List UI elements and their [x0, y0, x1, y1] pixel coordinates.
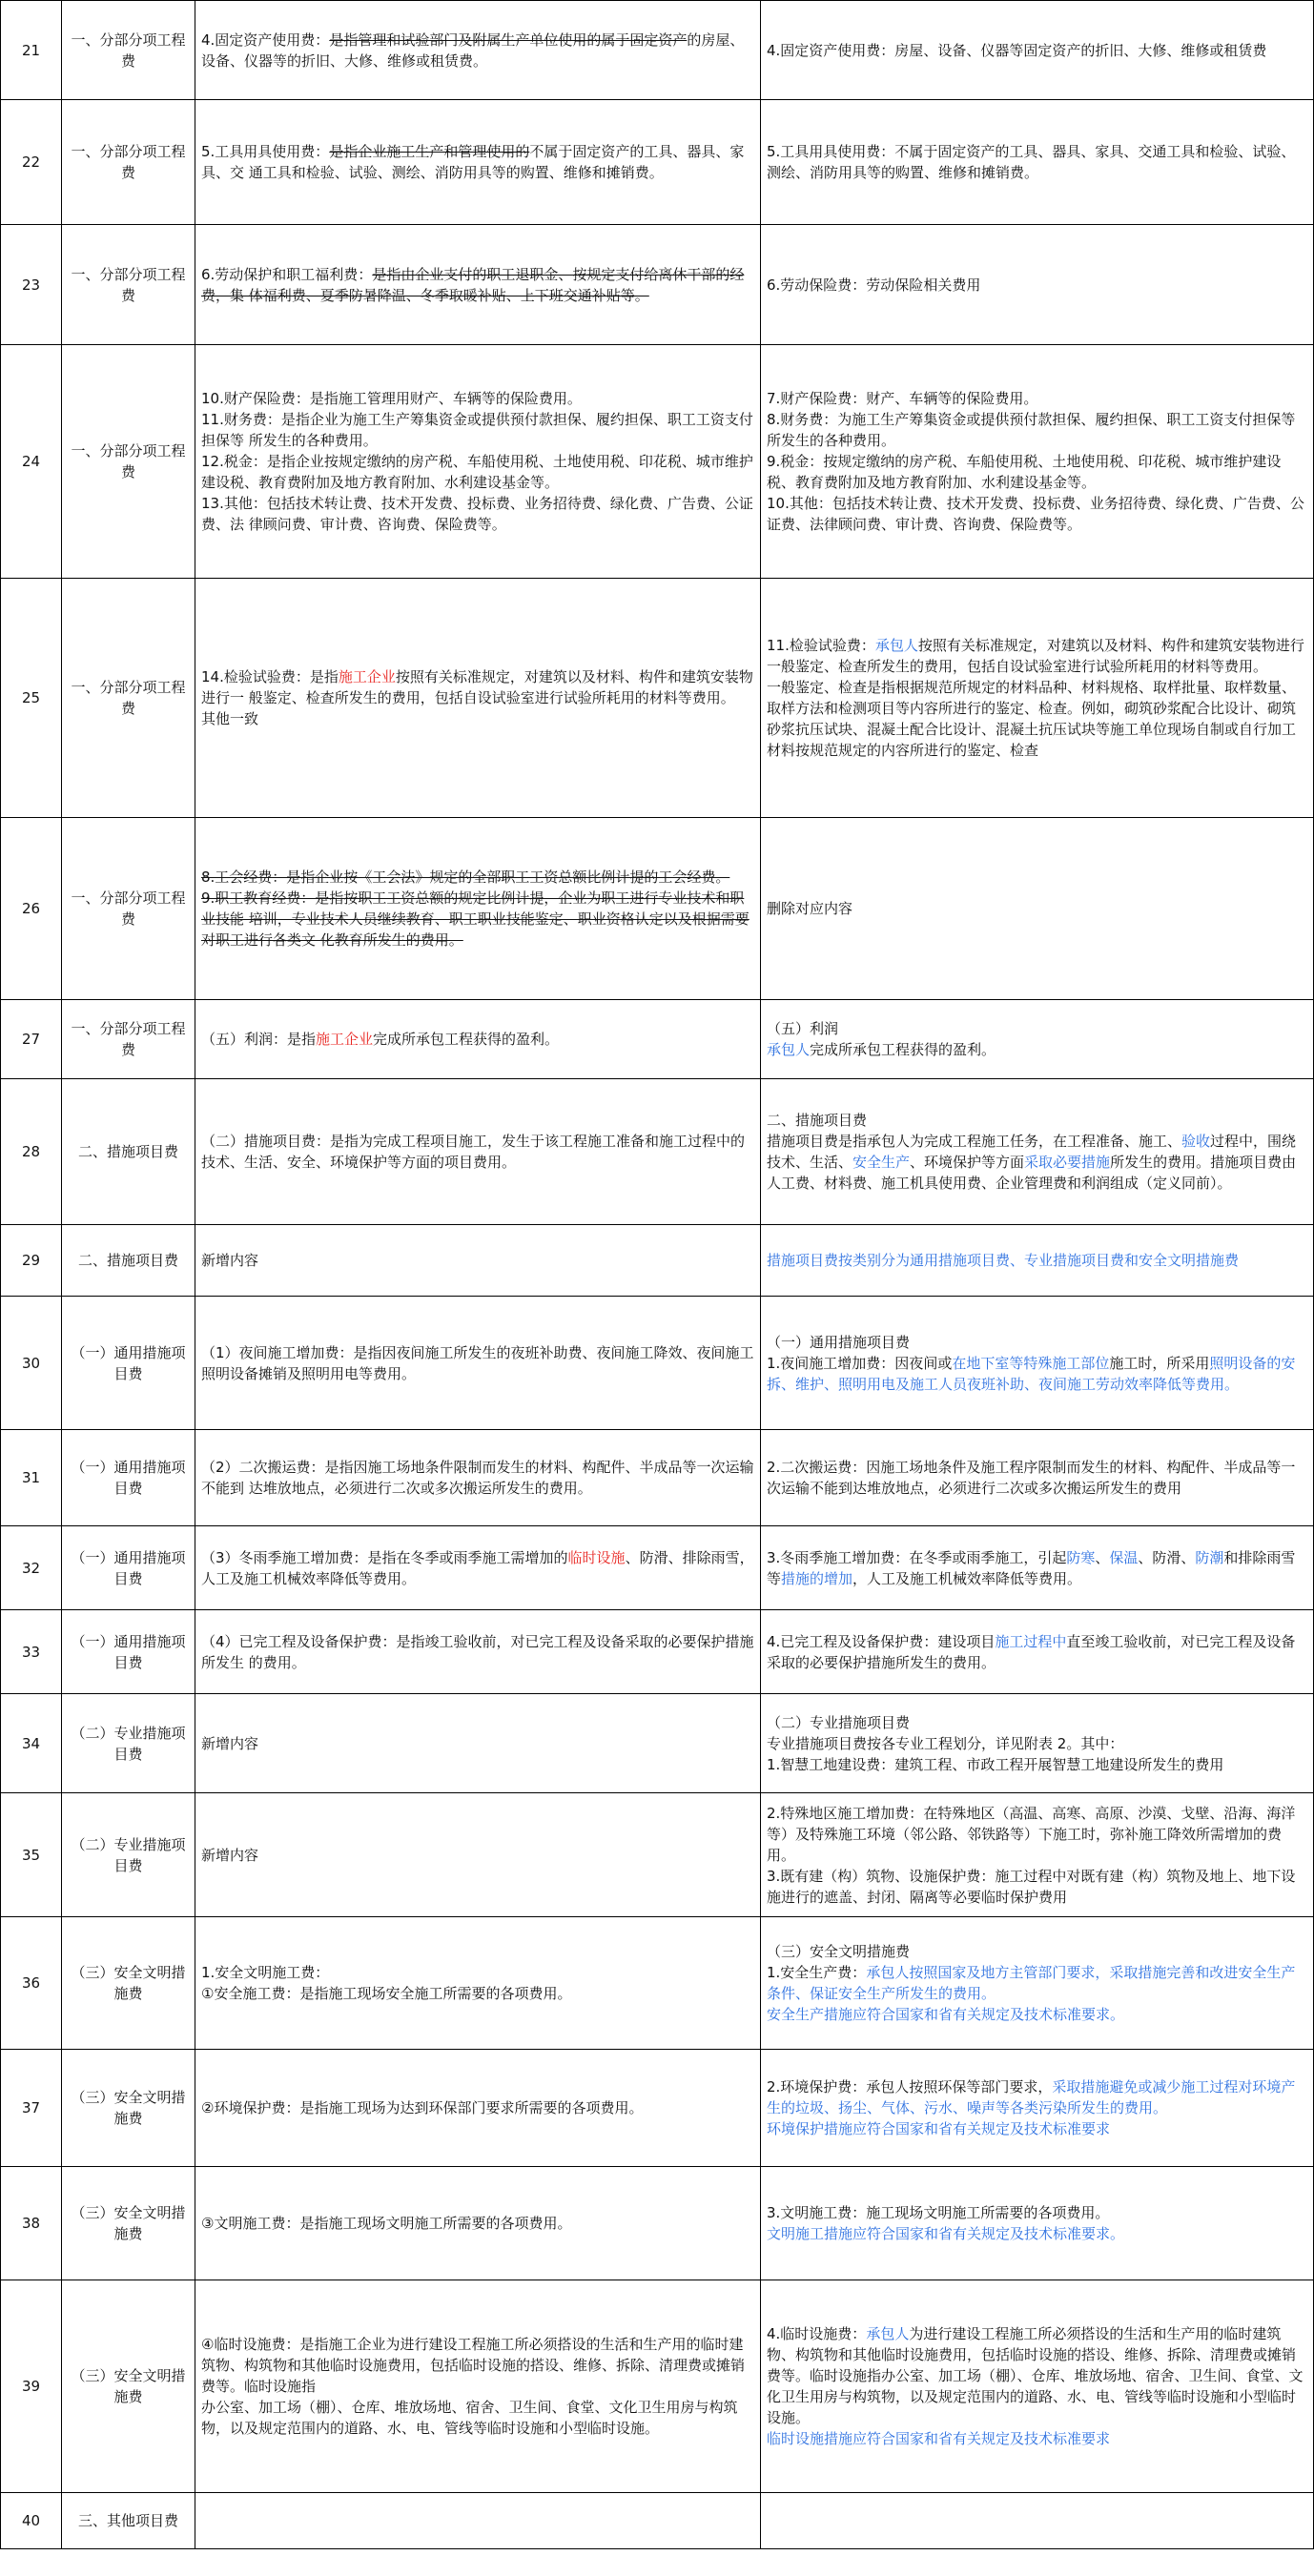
text-segment: 的房屋、设备、仪器等的折旧、大修、维修或租赁费。	[201, 31, 745, 70]
cost-category: 一、分部分项工程费	[62, 579, 195, 818]
text-segment: （4）已完工程及设备保护费：是指竣工验收前，对已完工程及设备采取的必要保护措施所发生 的费用。	[201, 1632, 754, 1671]
cell-paragraph	[767, 2004, 1307, 2025]
cell-paragraph	[767, 1039, 1307, 1060]
revised-text-cell	[761, 1297, 1314, 1430]
highlighted-text: 施工企业	[338, 668, 396, 685]
cell-paragraph	[201, 1547, 754, 1589]
cell-paragraph	[767, 40, 1307, 61]
original-text-cell	[195, 345, 761, 579]
cell-paragraph	[201, 888, 754, 951]
cell-paragraph	[767, 1866, 1307, 1908]
table-row	[1, 1297, 1314, 1430]
text-segment: 按照有关标准规定，对建筑以及材料、构件和建筑安装物进行一般鉴定、检查所发生的费用，包括自设试验室进行试验所耗用的材料等费用。	[767, 637, 1304, 675]
row-number: 26	[1, 818, 62, 1000]
cell-paragraph	[201, 1733, 754, 1754]
revised-text-cell	[761, 2280, 1314, 2493]
text-segment: （二）专业措施项目费	[767, 1713, 911, 1731]
highlighted-text: 施工企业	[316, 1031, 374, 1048]
original-text-cell	[195, 1, 761, 100]
cell-paragraph	[767, 1110, 1307, 1131]
row-number: 35	[1, 1793, 62, 1917]
row-number: 23	[1, 225, 62, 345]
revised-text-cell	[761, 579, 1314, 818]
cell-paragraph	[767, 2223, 1307, 2244]
text-segment: 2.特殊地区施工增加费：在特殊地区（高温、高寒、高原、沙漠、戈壁、沿海、海洋等）及特殊施工环境（邻公路、邻铁路等）下施工时，弥补施工降效所需增加的费用。	[767, 1804, 1296, 1864]
cost-category: （三）安全文明措施费	[62, 2280, 195, 2493]
text-segment: （1）夜间施工增加费：是指因夜间施工所发生的夜班补助费、夜间施工降效、夜间施工照明设备摊销及照明用电等费用。	[201, 1343, 754, 1382]
revised-text-cell	[761, 2050, 1314, 2167]
deleted-text: 是指管理和试验部门及附属生产单位使用的属于固定资产	[329, 31, 688, 49]
cell-paragraph	[201, 1983, 754, 2004]
revised-text: 采取必要措施	[1024, 1154, 1111, 1171]
revised-text: 安全生产	[852, 1154, 911, 1171]
revised-text-cell	[761, 1526, 1314, 1610]
revised-text: 防潮	[1195, 1548, 1224, 1566]
cell-paragraph	[767, 635, 1307, 677]
table-row	[1, 1079, 1314, 1225]
cell-paragraph	[767, 1457, 1307, 1499]
cost-category: 一、分部分项工程费	[62, 1, 195, 100]
cost-category: 三、其他项目费	[62, 2493, 195, 2549]
cell-paragraph	[767, 1733, 1307, 1754]
table-row	[1, 2280, 1314, 2493]
row-number: 25	[1, 579, 62, 818]
cost-category: 二、措施项目费	[62, 1225, 195, 1297]
revised-text: 文明施工措施应符合国家和省有关规定及技术标准要求。	[767, 2225, 1125, 2242]
row-number: 31	[1, 1430, 62, 1526]
text-segment: 施工时，所采用	[1109, 1354, 1210, 1372]
text-segment: 新增内容	[201, 1252, 259, 1269]
text-segment: 一般鉴定、检查是指根据规范所规定的材料品种、材料规格、取样批量、取样数量、取样方法和检测项目等内容所进行的鉴定、检查。例如，砌筑砂浆配合比设计、砌筑砂浆抗压试块、混凝土配合比设计、混凝土抗压试块等施工单位现场自制或自行加工材料按规范规定的内容所进行的鉴定、检查	[767, 679, 1297, 759]
table-row	[1, 1, 1314, 100]
text-segment: 二、措施项目费	[767, 1112, 868, 1129]
revised-text-cell	[761, 2493, 1314, 2549]
revised-text-cell	[761, 345, 1314, 579]
revised-text-cell	[761, 1430, 1314, 1526]
text-segment: 专业措施项目费按各专业工程划分，详见附表 2。其中：	[767, 1734, 1124, 1752]
cost-category: 二、措施项目费	[62, 1079, 195, 1225]
text-segment: 7.财产保险费：财产、车辆等的保险费用。	[767, 390, 1038, 407]
text-segment: 、	[1095, 1548, 1110, 1566]
original-text-cell	[195, 1610, 761, 1694]
row-number: 27	[1, 1000, 62, 1079]
original-text-cell	[195, 100, 761, 225]
revised-text: 施工过程中	[995, 1632, 1067, 1650]
revised-text-cell	[761, 1079, 1314, 1225]
original-text-cell	[195, 2280, 761, 2493]
text-segment: 3.文明施工费：施工现场文明施工所需要的各项费用。	[767, 2204, 1110, 2221]
row-number: 37	[1, 2050, 62, 2167]
cost-category: （二）专业措施项目费	[62, 1793, 195, 1917]
revised-text: 验收	[1181, 1133, 1211, 1150]
text-segment: 10.其他：包括技术转让费、技术开发费、投标费、业务招待费、绿化费、广告费、公证费、法律顾问费、审计费、咨询费、保险费等。	[767, 495, 1304, 533]
text-segment: 11.财务费：是指企业为施工生产筹集资金或提供预付款担保、履约担保、职工工资支付担保等 所发生的各种费用。	[201, 411, 753, 449]
revised-text: 采取措施避免或减少施工过程对环境产生的垃圾、扬尘、气体、污水、噪声等各类污染所发生的费用。	[767, 2078, 1296, 2116]
original-text-cell	[195, 1225, 761, 1297]
cell-paragraph	[201, 264, 754, 306]
table-row	[1, 1610, 1314, 1694]
cost-category: （一）通用措施项目费	[62, 1526, 195, 1610]
cell-paragraph	[767, 141, 1307, 183]
revised-text: 临时设施措施应符合国家和省有关规定及技术标准要求	[767, 2430, 1111, 2447]
cost-category: （三）安全文明措施费	[62, 2167, 195, 2280]
revised-text-cell	[761, 1000, 1314, 1079]
cell-paragraph	[201, 1250, 754, 1271]
original-text-cell	[195, 579, 761, 818]
cell-paragraph	[767, 1754, 1307, 1775]
text-segment: ②环境保护费：是指施工现场为达到环保部门要求所需要的各项费用。	[201, 2099, 644, 2116]
cell-paragraph	[201, 867, 754, 888]
deleted-text: 8.工会经费：是指企业按《工会法》规定的全部职工工资总额比例计提的工会经费。	[201, 869, 730, 886]
revised-text-cell	[761, 100, 1314, 225]
revised-text-cell	[761, 1, 1314, 100]
original-text-cell	[195, 1297, 761, 1430]
cell-paragraph	[767, 1803, 1307, 1866]
text-segment: 、环境保护等方面	[910, 1154, 1025, 1171]
text-segment: （五）利润：是指	[201, 1031, 317, 1048]
row-number: 22	[1, 100, 62, 225]
cell-paragraph	[767, 2202, 1307, 2223]
cost-category: （三）安全文明措施费	[62, 2050, 195, 2167]
revised-text-cell	[761, 818, 1314, 1000]
row-number: 29	[1, 1225, 62, 1297]
table-row	[1, 1793, 1314, 1917]
cell-paragraph	[767, 1962, 1307, 2004]
text-segment: 新增内容	[201, 1846, 259, 1864]
revised-text: 安全生产措施应符合国家和省有关规定及技术标准要求。	[767, 2006, 1125, 2023]
cell-paragraph	[201, 666, 754, 708]
original-text-cell	[195, 1079, 761, 1225]
table-row	[1, 818, 1314, 1000]
cell-paragraph	[767, 2118, 1307, 2139]
text-segment: 为进行建设工程施工所必须搭设的生活和生产用的临时建筑物、构筑物和其他临时设施费用，包括临时设施的搭设、维修、拆除、清理费或摊销费等。临时设施指办公室、加工场（棚）、仓库、堆放场地、宿舍、卫生间、食堂、文化卫生用房与构筑物，以及规定范围内的道路、水、电、管线等临时设施和小型临时设施。	[767, 2325, 1304, 2426]
cell-paragraph	[767, 1712, 1307, 1733]
revised-text: 措施项目费按类别分为通用措施项目费、专业措施项目费和安全文明措施费	[767, 1252, 1240, 1269]
revised-text: 在地下室等特殊施工部位	[952, 1354, 1110, 1372]
text-segment: 不属于固定资产的工具、器具、家具、交 通工具和检验、试验、测绘、消防用具等的购置、维修和摊销费。	[201, 143, 745, 181]
row-number: 39	[1, 2280, 62, 2493]
text-segment: （三）安全文明措施费	[767, 1943, 911, 1960]
cell-paragraph	[201, 1457, 754, 1499]
text-segment: 直至竣工验收前，对已完工程及设备采取的必要保护措施所发生的费用。	[767, 1632, 1296, 1671]
table-row	[1, 579, 1314, 818]
text-segment: （3）冬雨季施工增加费：是指在冬季或雨季施工需增加的	[201, 1548, 568, 1566]
cell-paragraph	[201, 2097, 754, 2118]
text-segment: 4.已完工程及设备保护费：建设项目	[767, 1632, 996, 1650]
text-segment: 按照有关标准规定，对建筑以及材料、构件和建筑安装物进行一 般鉴定、检查所发生的费用，包括自设试验室进行试验所耗用的材料等费用。	[201, 668, 753, 706]
table-row	[1, 1225, 1314, 1297]
revised-text-cell	[761, 2167, 1314, 2280]
cell-paragraph	[201, 451, 754, 493]
row-number: 21	[1, 1, 62, 100]
cell-paragraph	[201, 2213, 754, 2234]
cost-category: 一、分部分项工程费	[62, 225, 195, 345]
text-segment: 14.检验试验费：是指	[201, 668, 339, 685]
deleted-text: 9.职工教育经费：是指按职工工资总额的规定比例计提，企业为职工进行专业技术和职业技能 培训，专业技术人员继续教育、职工职业技能鉴定、职业资格认定以及根据需要对职工进行各类文 化教育所发生的费用。	[201, 889, 749, 949]
cell-paragraph	[767, 388, 1307, 409]
row-number: 38	[1, 2167, 62, 2280]
table-row	[1, 225, 1314, 345]
cell-paragraph	[767, 1547, 1307, 1589]
original-text-cell	[195, 1793, 761, 1917]
original-text-cell	[195, 1430, 761, 1526]
revised-text: 承包人	[767, 1041, 811, 1058]
cell-paragraph	[201, 1029, 754, 1050]
cell-paragraph	[201, 1631, 754, 1673]
table-row	[1, 2167, 1314, 2280]
text-segment: 3.既有建（构）筑物、设施保护费：施工过程中对既有建（构）筑物及地上、地下设施进行的遮盖、封闭、隔离等必要临时保护费用	[767, 1867, 1296, 1906]
text-segment: 2.环境保护费：承包人按照环保等部门要求，	[767, 2078, 1053, 2096]
revised-text-cell	[761, 1917, 1314, 2050]
revised-text: 承包人按照国家及地方主管部门要求，采取措施完善和改进安全生产条件、保证安全生产所发生的费用。	[767, 1964, 1296, 2002]
text-segment: 4.固定资产使用费：房屋、设备、仪器等固定资产的折旧、大修、维修或租赁费	[767, 41, 1267, 59]
revised-text: 承包人	[874, 637, 918, 654]
text-segment: 和排除雨雪等	[767, 1548, 1296, 1587]
revised-text-cell	[761, 1610, 1314, 1694]
text-segment: 过程中，围绕技术、生活、	[767, 1133, 1297, 1171]
text-segment: ④临时设施费：是指施工企业为进行建设工程施工所必须搭设的生活和生产用的临时建筑物、构筑物和其他临时设施费用，包括临时设施的搭设、维修、拆除、清理费或摊销费等。临时设施指	[201, 2336, 746, 2395]
cell-paragraph	[201, 2397, 754, 2439]
cell-paragraph	[767, 677, 1307, 761]
row-number: 36	[1, 1917, 62, 2050]
original-text-cell	[195, 225, 761, 345]
cell-paragraph	[201, 1342, 754, 1384]
text-segment: 办公室、加工场（棚）、仓库、堆放场地、宿舍、卫生间、食堂、文化卫生用房与构筑物，以及规定范围内的道路、水、电、管线等临时设施和小型临时设施。	[201, 2399, 738, 2437]
revised-text: 环境保护措施应符合国家和省有关规定及技术标准要求	[767, 2120, 1111, 2137]
text-segment: 1.安全生产费：	[767, 1964, 867, 1981]
cell-paragraph	[201, 493, 754, 535]
table-body	[1, 1, 1314, 2549]
cost-category: 一、分部分项工程费	[62, 345, 195, 579]
text-segment: 8.财务费：为施工生产筹集资金或提供预付款担保、履约担保、职工工资支付担保等所发生的各种费用。	[767, 411, 1296, 449]
row-number: 30	[1, 1297, 62, 1430]
original-text-cell	[195, 818, 761, 1000]
deleted-text: 是指由企业支付的职工退职金、按规定支付给离休干部的经费，集 体福利费、夏季防暑降温、冬季取暖补贴、上下班交通补贴等。	[201, 265, 745, 304]
cell-paragraph	[767, 898, 1307, 919]
text-segment: 12.税金：是指企业按规定缴纳的房产税、车船使用税、土地使用税、印花税、城市维护建设税、教育费附加及地方教育附加、水利建设基金等。	[201, 453, 753, 491]
text-segment: 完成所承包工程获得的盈利。	[373, 1031, 560, 1048]
text-segment: 删除对应内容	[767, 900, 853, 917]
cell-paragraph	[767, 1353, 1307, 1395]
text-segment: 1.智慧工地建设费：建筑工程、市政工程开展智慧工地建设所发生的费用	[767, 1755, 1224, 1773]
row-number: 33	[1, 1610, 62, 1694]
cell-paragraph	[767, 451, 1307, 493]
cost-category: （一）通用措施项目费	[62, 1297, 195, 1430]
cell-paragraph	[767, 1941, 1307, 1962]
table-row	[1, 100, 1314, 225]
cell-paragraph	[201, 2334, 754, 2397]
original-text-cell	[195, 2050, 761, 2167]
text-segment: 5.工具用具使用费：	[201, 143, 330, 160]
original-text-cell	[195, 1526, 761, 1610]
revised-text-cell	[761, 225, 1314, 345]
table-row	[1, 1000, 1314, 1079]
cell-paragraph	[767, 1131, 1307, 1194]
cost-category: （一）通用措施项目费	[62, 1430, 195, 1526]
revised-text-cell	[761, 1225, 1314, 1297]
table-row	[1, 345, 1314, 579]
revised-text: 措施的增加	[781, 1569, 853, 1587]
text-segment: （二）措施项目费：是指为完成工程项目施工，发生于该工程施工准备和施工过程中的技术、生活、安全、环境保护等方面的项目费用。	[201, 1133, 746, 1171]
cell-paragraph	[767, 493, 1307, 535]
row-number: 24	[1, 345, 62, 579]
text-segment: ③文明施工费：是指施工现场文明施工所需要的各项费用。	[201, 2215, 572, 2232]
cell-paragraph	[201, 1131, 754, 1173]
table-row	[1, 2493, 1314, 2549]
cell-paragraph	[201, 30, 754, 72]
table-row	[1, 1917, 1314, 2050]
original-text-cell	[195, 2167, 761, 2280]
text-segment: 6.劳动保险费：劳动保险相关费用	[767, 276, 981, 294]
text-segment: 4.固定资产使用费：	[201, 31, 330, 49]
row-number: 34	[1, 1694, 62, 1793]
text-segment: 其他一致	[201, 710, 259, 727]
cell-paragraph	[201, 1845, 754, 1866]
row-number: 40	[1, 2493, 62, 2549]
cell-paragraph	[767, 2076, 1307, 2118]
text-segment: 3.冬雨季施工增加费：在冬季或雨季施工，引起	[767, 1548, 1067, 1566]
table-row	[1, 1430, 1314, 1526]
revised-text: 照明设备的安拆、维护、照明用电及施工人员夜班补助、夜间施工劳动效率降低等费用。	[767, 1354, 1296, 1393]
text-segment: 13.其他：包括技术转让费、技术开发费、投标费、业务招待费、绿化费、广告费、公证费、法 律顾问费、审计费、咨询费、保险费等。	[201, 495, 753, 533]
cost-category: （一）通用措施项目费	[62, 1610, 195, 1694]
text-segment: 措施项目费是指承包人为完成工程施工任务，在工程准备、施工、	[767, 1133, 1182, 1150]
cell-paragraph	[201, 141, 754, 183]
text-segment: 2.二次搬运费：因施工场地条件及施工程序限制而发生的材料、构配件、半成品等一次运输不能到达堆放地点，必须进行二次或多次搬运所发生的费用	[767, 1459, 1296, 1497]
cell-paragraph	[201, 1962, 754, 1983]
cost-category: 一、分部分项工程费	[62, 100, 195, 225]
revised-text-cell	[761, 1793, 1314, 1917]
text-segment: 10.财产保险费：是指施工管理用财产、车辆等的保险费用。	[201, 390, 582, 407]
table-row	[1, 2050, 1314, 2167]
cell-paragraph	[201, 708, 754, 729]
original-text-cell	[195, 1917, 761, 2050]
cell-paragraph	[767, 275, 1307, 296]
table-row	[1, 1694, 1314, 1793]
text-segment: 所发生的费用。措施项目费由人工费、材料费、施工机具使用费、企业管理费和利润组成（定义同前）。	[767, 1154, 1297, 1192]
text-segment: 4.临时设施费：	[767, 2325, 867, 2342]
text-segment: 、防滑、	[1138, 1548, 1196, 1566]
cost-category: （二）专业措施项目费	[62, 1694, 195, 1793]
text-segment: （五）利润	[767, 1020, 839, 1037]
text-segment: 1.夜间施工增加费：因夜间或	[767, 1354, 953, 1372]
cell-paragraph	[767, 409, 1307, 451]
text-segment: 1.安全文明施工费：	[201, 1964, 330, 1981]
text-segment: （一）通用措施项目费	[767, 1333, 911, 1351]
deleted-text: 是指企业施工生产和管理使用的	[329, 143, 530, 160]
revised-text-cell	[761, 1694, 1314, 1793]
cell-paragraph	[767, 1631, 1307, 1673]
text-segment: 11.检验试验费：	[767, 637, 875, 654]
row-number: 32	[1, 1526, 62, 1610]
row-number: 28	[1, 1079, 62, 1225]
text-segment: 5.工具用具使用费：不属于固定资产的工具、器具、家具、交通工具和检验、试验、测绘、消防用具等的购置、维修和摊销费。	[767, 143, 1296, 181]
text-segment: 、防滑、排除雨雪，人工及施工机械效率降低等费用。	[201, 1548, 754, 1587]
text-segment: 6.劳动保护和职工福利费：	[201, 265, 373, 283]
table-row	[1, 1526, 1314, 1610]
cell-paragraph	[201, 388, 754, 409]
text-segment: 9.税金：按规定缴纳的房产税、车船使用税、土地使用税、印花税、城市维护建设税、教育费附加及地方教育附加、水利建设基金等。	[767, 453, 1282, 491]
original-text-cell	[195, 2493, 761, 2549]
cell-paragraph	[767, 2428, 1307, 2449]
text-segment: 新增内容	[201, 1734, 259, 1752]
text-segment: ，人工及施工机械效率降低等费用。	[852, 1569, 1082, 1587]
original-text-cell	[195, 1694, 761, 1793]
text-segment: ①安全施工费：是指施工现场安全施工所需要的各项费用。	[201, 1985, 572, 2002]
revised-text: 承包人	[866, 2325, 910, 2342]
cell-paragraph	[767, 2323, 1307, 2428]
cell-paragraph	[767, 1332, 1307, 1353]
cost-category: （三）安全文明措施费	[62, 1917, 195, 2050]
text-segment: （2）二次搬运费：是指因施工场地条件限制而发生的材料、构配件、半成品等一次运输不能到 达堆放地点，必须进行二次或多次搬运所发生的费用。	[201, 1459, 754, 1497]
cell-paragraph	[767, 1250, 1307, 1271]
revised-text: 防寒	[1066, 1548, 1096, 1566]
cell-paragraph	[767, 1018, 1307, 1039]
text-segment: 完成所承包工程获得的盈利。	[810, 1041, 996, 1058]
cell-paragraph	[201, 409, 754, 451]
revised-text: 保温	[1109, 1548, 1139, 1566]
highlighted-text: 临时设施	[567, 1548, 626, 1566]
cost-category: 一、分部分项工程费	[62, 1000, 195, 1079]
cost-category: 一、分部分项工程费	[62, 818, 195, 1000]
original-text-cell	[195, 1000, 761, 1079]
